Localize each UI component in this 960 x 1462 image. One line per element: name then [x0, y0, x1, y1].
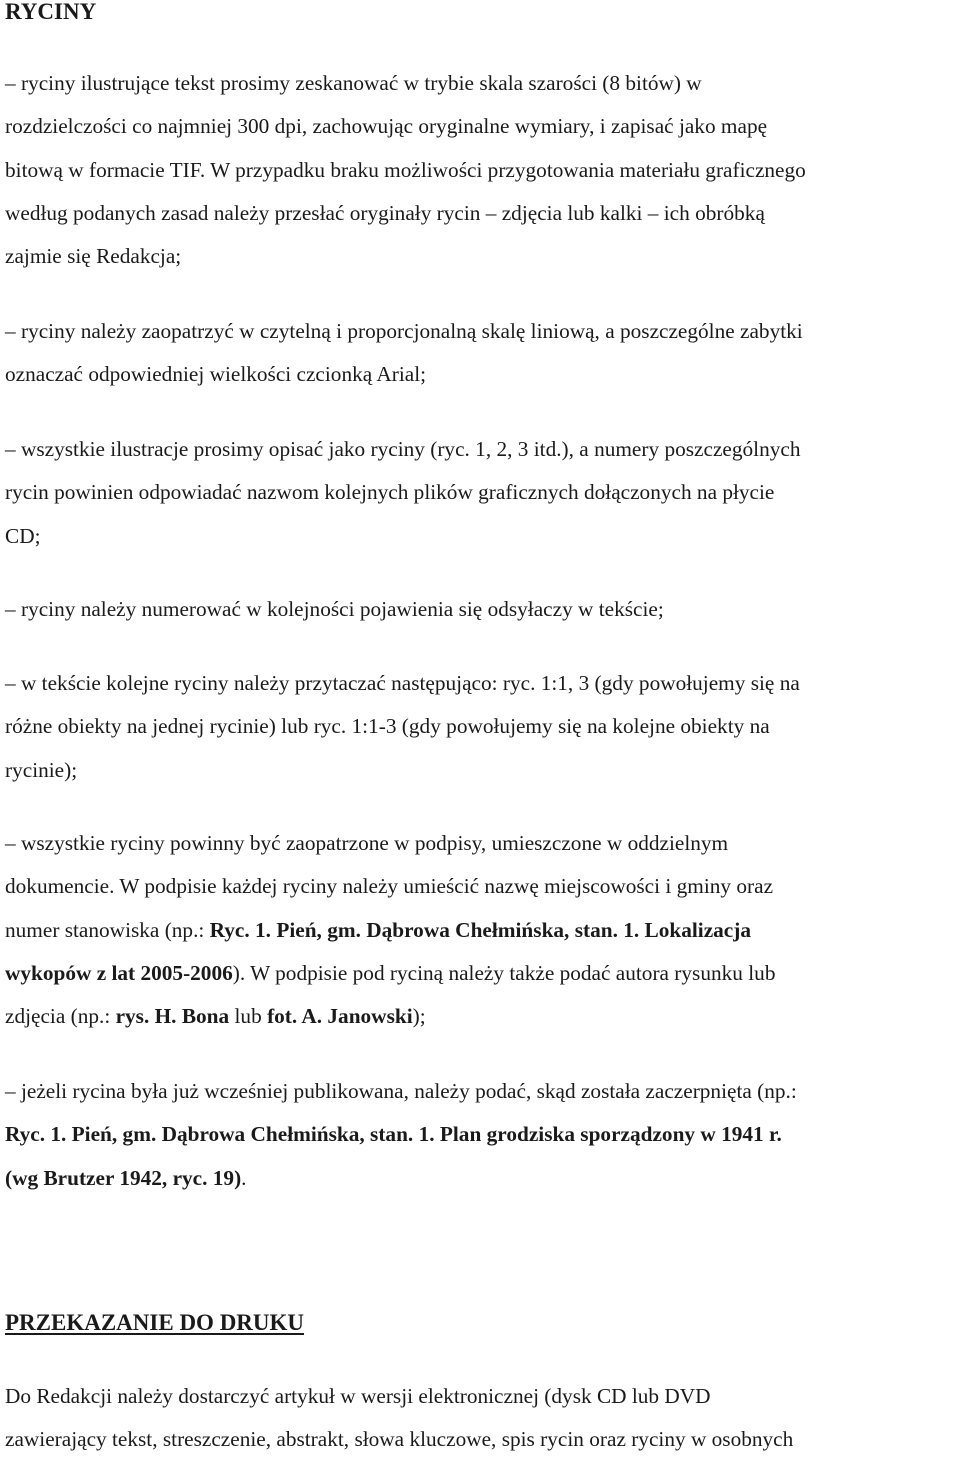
example-caption-bold: Ryc. 1. Pień, gm. Dąbrowa Chełmińska, stan. 1. Plan grodziska sporządzony w 1941 r. — [5, 1122, 782, 1147]
example-caption-bold: wykopów z lat 2005-2006 — [5, 960, 233, 985]
text-line: CD; — [5, 523, 41, 548]
paragraph-caption-rules — [5, 822, 953, 1038]
text-line — [5, 909, 953, 952]
text-line: rozdzielczości co najmniej 300 dpi, zachowując oryginalne wymiary, i zapisać jako mapę — [5, 114, 768, 139]
text-run: numer stanowiska (np.: — [5, 917, 210, 942]
example-author-bold: rys. H. Bona — [115, 1004, 230, 1029]
text-line: – wszystkie ilustracje prosimy opisać jako ryciny (ryc. 1, 2, 3 itd.), a numery poszczególnych — [5, 437, 801, 461]
text-run: . — [241, 1165, 247, 1190]
paragraph-scanning-rules — [5, 62, 953, 278]
text-line — [5, 995, 953, 1038]
paragraph-scale-rules — [5, 310, 953, 397]
text-line: – w tekście kolejne ryciny należy przytaczać następująco: ryc. 1:1, 3 (gdy powołujemy się na — [5, 671, 800, 695]
text-line: – ryciny należy numerować w kolejności pojawienia się odsyłaczy w tekście; — [5, 597, 664, 621]
text-line: – jeżeli rycina była już wcześniej publikowana, należy podać, skąd została zaczerpnięta (np.: — [5, 1079, 797, 1103]
example-caption-bold: Ryc. 1. Pień, gm. Dąbrowa Chełmińska, stan. 1. Lokalizacja — [209, 917, 752, 942]
text-line: Do Redakcji należy dostarczyć artykuł w wersji elektronicznej (dysk CD lub DVD — [5, 1384, 711, 1408]
text-line: zawierający tekst, streszczenie, abstrakt, słowa kluczowe, spis rycin oraz ryciny w osobnych — [5, 1427, 794, 1452]
text-line — [5, 952, 953, 995]
paragraph-numbering-rules — [5, 588, 953, 631]
text-line: bitową w formacie TIF. W przypadku braku możliwości przygotowania materiału graficznego — [5, 157, 806, 182]
paragraph-source-rules — [5, 1070, 953, 1200]
text-line: rycinie); — [5, 757, 78, 782]
text-line: – ryciny ilustrujące tekst prosimy zeskanować w trybie skala szarości (8 bitów) w — [5, 71, 702, 95]
text-run: ); — [412, 1004, 426, 1029]
text-line: – wszystkie ryciny powinny być zaopatrzone w podpisy, umieszczone w oddzielnym — [5, 831, 729, 855]
text-line: według podanych zasad należy przesłać oryginały rycin – zdjęcia lub kalki – ich obróbką — [5, 200, 765, 225]
example-author-bold: fot. A. Janowski — [267, 1004, 413, 1029]
paragraph-naming-rules — [5, 428, 953, 558]
text-line: dokumencie. W podpisie każdej ryciny należy umieścić nazwę miejscowości i gminy oraz — [5, 874, 774, 899]
paragraph-citation-rules — [5, 662, 953, 792]
text-line: – ryciny należy zaopatrzyć w czytelną i proporcjonalną skalę liniową, a poszczególne zabytki — [5, 319, 803, 343]
section-heading-ryciny: RYCINY — [5, 0, 97, 24]
text-line: różne obiekty na jednej rycinie) lub ryc. 1:1-3 (gdy powołujemy się na kolejne obiekty na — [5, 714, 770, 739]
example-caption-bold: (wg Brutzer 1942, ryc. 19) — [5, 1165, 242, 1190]
text-line — [5, 1157, 953, 1200]
text-run: lub — [229, 1004, 268, 1029]
text-run: ). W podpisie pod ryciną należy także podać autora rysunku lub — [232, 960, 776, 985]
text-line: rycin powinien odpowiadać nazwom kolejnych plików graficznych dołączonych na płycie — [5, 480, 775, 505]
text-line: oznaczać odpowiedniej wielkości czcionką Arial; — [5, 362, 427, 387]
text-line: zajmie się Redakcja; — [5, 244, 182, 269]
paragraph-submission — [5, 1375, 953, 1462]
section-heading-przekazanie: PRZEKAZANIE DO DRUKU — [5, 1310, 305, 1335]
text-run: zdjęcia (np.: — [5, 1004, 116, 1029]
